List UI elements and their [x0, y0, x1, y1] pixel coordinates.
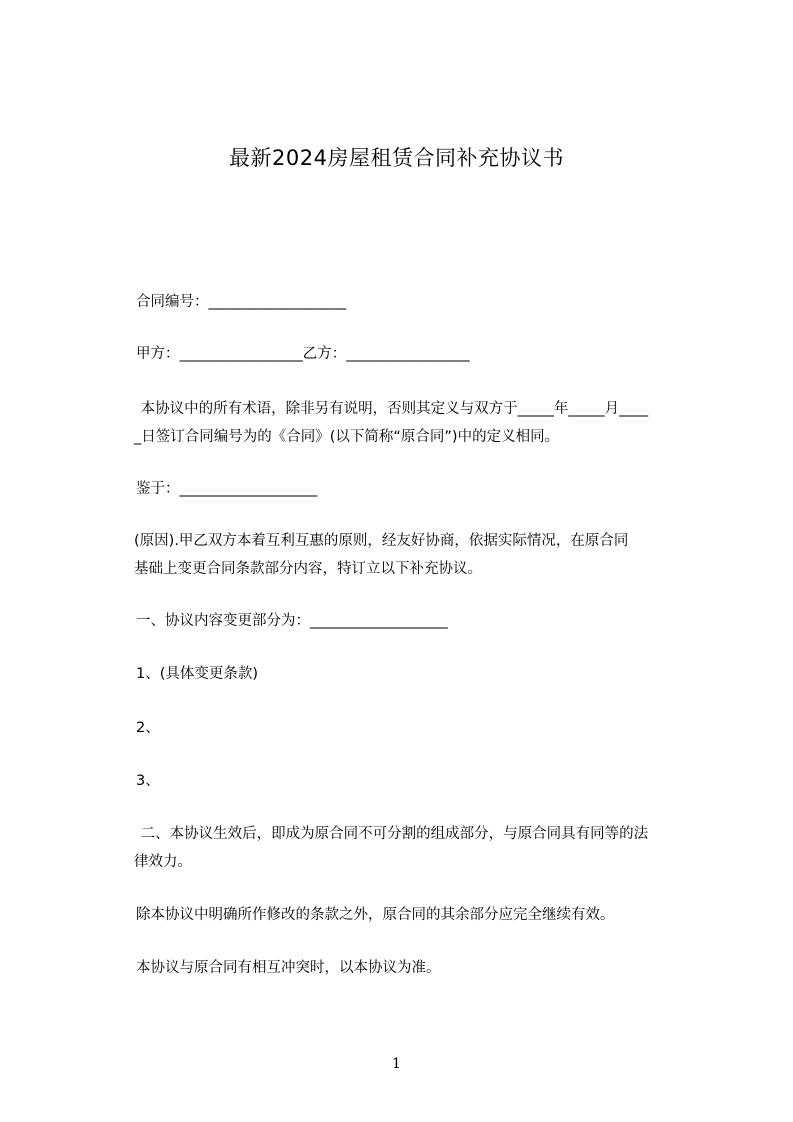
reason-paragraph-line-1: (原因).甲乙双方本着互利互惠的原则，经友好协商，依据实际情况，在原合同: [134, 533, 629, 549]
terms-paragraph-line-2: _日签订合同编号为的《合同》(以下简称“原合同”)中的定义相同。: [134, 429, 560, 445]
change-item-2: 2、: [136, 720, 160, 736]
page-number: 1: [392, 1056, 401, 1072]
terms-paragraph-line-1: 本协议中的所有术语，除非另有说明，否则其定义与双方于_____年_____月____: [136, 401, 649, 417]
change-item-3: 3、: [136, 773, 160, 789]
section-two-line-2: 律效力。: [134, 854, 192, 870]
parties-line: 甲方：_________________乙方：_________________: [136, 346, 470, 362]
remaining-clauses-line: 除本协议中明确所作修改的条款之外，原合同的其余部分应完全继续有效。: [136, 907, 615, 923]
section-one-heading: 一、协议内容变更部分为：___________________: [136, 613, 448, 629]
document-title: 最新2024房屋租赁合同补充协议书: [229, 146, 564, 170]
change-item-1: 1、(具体变更条款): [136, 666, 259, 682]
conflict-clause-line: 本协议与原合同有相互冲突时，以本协议为准。: [136, 960, 441, 976]
whereas-line: 鉴于：___________________: [136, 481, 318, 497]
section-two-line-1: 二、本协议生效后，即成为原合同不可分割的组成部分，与原合同具有同等的法: [136, 826, 649, 842]
reason-paragraph-line-2: 基础上变更合同条款部分内容，特订立以下补充协议。: [134, 561, 482, 577]
contract-number-line: 合同编号：___________________: [136, 294, 347, 310]
